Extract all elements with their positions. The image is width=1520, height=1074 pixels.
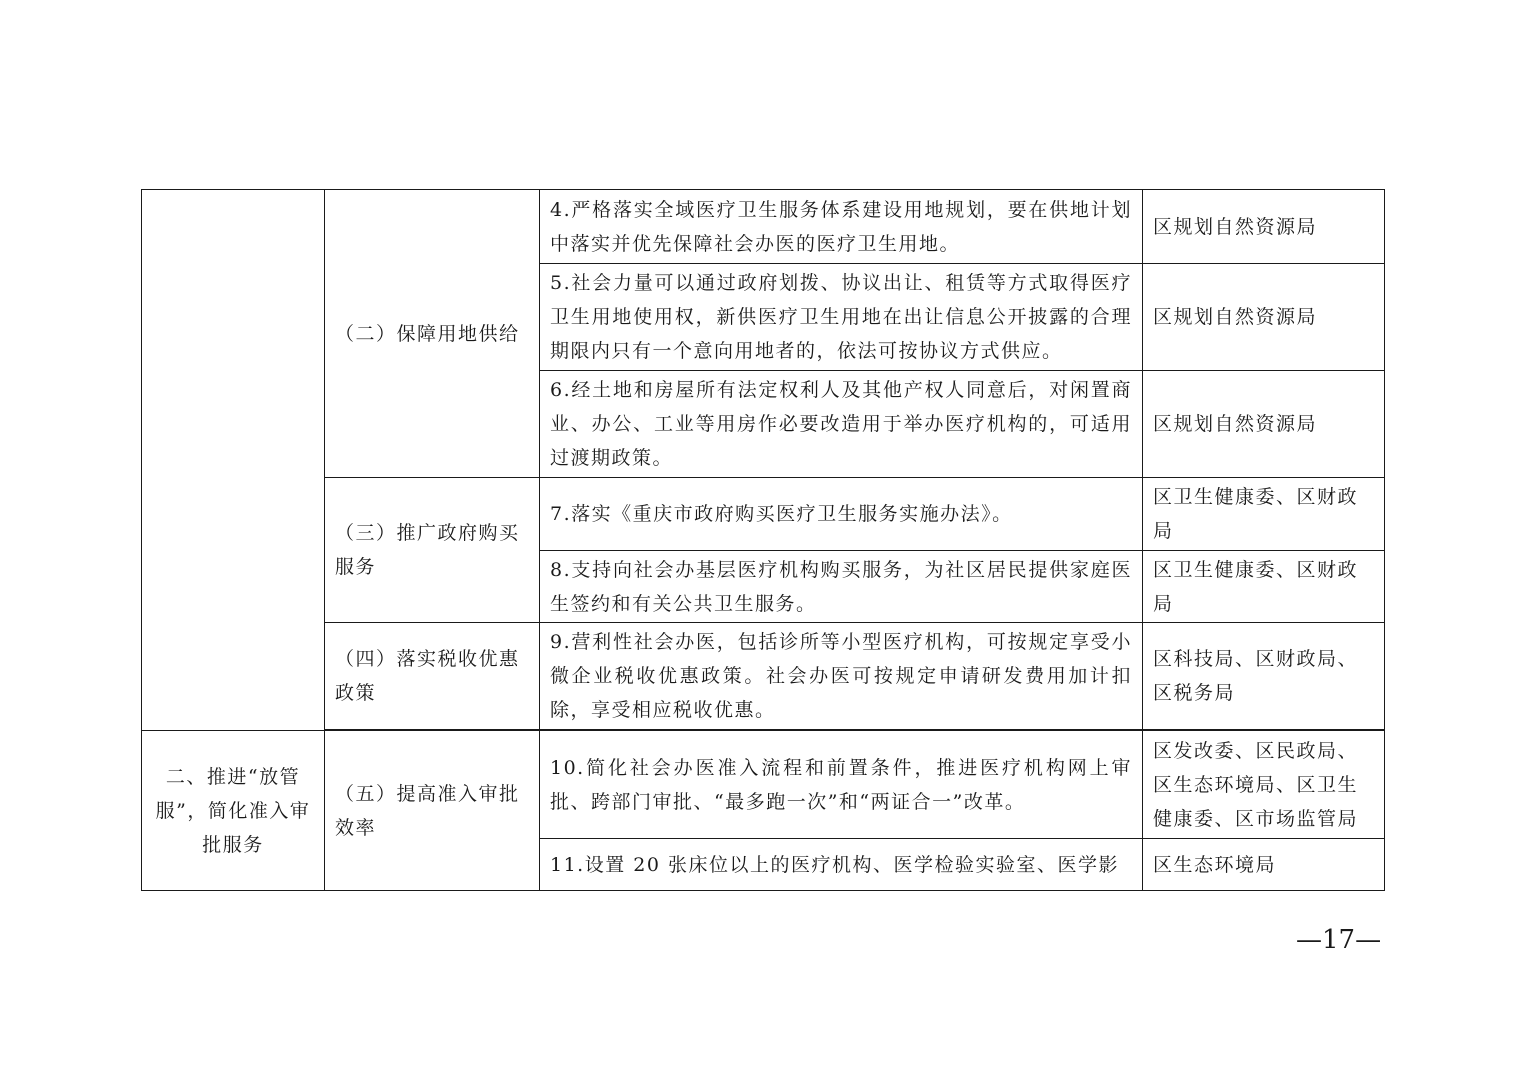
- department-cell: 区卫生健康委、区财政局: [1143, 551, 1385, 623]
- category-cell: [142, 190, 325, 731]
- measure-cell: 5.社会力量可以通过政府划拨、协议出让、租赁等方式取得医疗卫生用地使用权，新供医疗卫生用地在出让信息公开披露的合理期限内只有一个意向用地者的，依法可按协议方式供应。: [540, 264, 1143, 371]
- table-row: [142, 731, 1385, 839]
- policy-table: [141, 189, 1385, 891]
- measure-cell: 10.简化社会办医准入流程和前置条件，推进医疗机构网上审批、跨部门审批、“最多跑一次”和“两证合一”改革。: [540, 731, 1143, 839]
- department-cell: 区规划自然资源局: [1143, 190, 1385, 264]
- subcategory-cell: （四）落实税收优惠政策: [325, 623, 540, 730]
- table-row: [142, 623, 1385, 730]
- measure-cell: 9.营利性社会办医，包括诊所等小型医疗机构，可按规定享受小微企业税收优惠政策。社会办医可按规定申请研发费用加计扣除，享受相应税收优惠。: [540, 623, 1143, 730]
- department-cell: 区生态环境局: [1143, 839, 1385, 891]
- page-number: —17—: [1296, 925, 1382, 955]
- measure-cell: 8.支持向社会办基层医疗机构购买服务，为社区居民提供家庭医生签约和有关公共卫生服务。: [540, 551, 1143, 623]
- table-row: [142, 190, 1385, 264]
- measure-cell: 11.设置 20 张床位以上的医疗机构、医学检验实验室、医学影: [540, 839, 1143, 891]
- measure-cell: 6.经土地和房屋所有法定权利人及其他产权人同意后，对闲置商业、办公、工业等用房作必要改造用于举办医疗机构的，可适用过渡期政策。: [540, 371, 1143, 478]
- subcategory-cell: （五）提高准入审批效率: [325, 731, 540, 891]
- table-row: [142, 478, 1385, 551]
- department-cell: 区规划自然资源局: [1143, 264, 1385, 371]
- measure-cell: 4.严格落实全域医疗卫生服务体系建设用地规划，要在供地计划中落实并优先保障社会办医的医疗卫生用地。: [540, 190, 1143, 264]
- category-cell: 二、推进“放管服”，简化准入审批服务: [142, 731, 325, 891]
- measure-cell: 7.落实《重庆市政府购买医疗卫生服务实施办法》。: [540, 478, 1143, 551]
- department-cell: 区发改委、区民政局、区生态环境局、区卫生健康委、区市场监管局: [1143, 731, 1385, 839]
- department-cell: 区科技局、区财政局、区税务局: [1143, 623, 1385, 730]
- department-cell: 区卫生健康委、区财政局: [1143, 478, 1385, 551]
- subcategory-cell: （二）保障用地供给: [325, 190, 540, 478]
- subcategory-cell: （三）推广政府购买服务: [325, 478, 540, 623]
- department-cell: 区规划自然资源局: [1143, 371, 1385, 478]
